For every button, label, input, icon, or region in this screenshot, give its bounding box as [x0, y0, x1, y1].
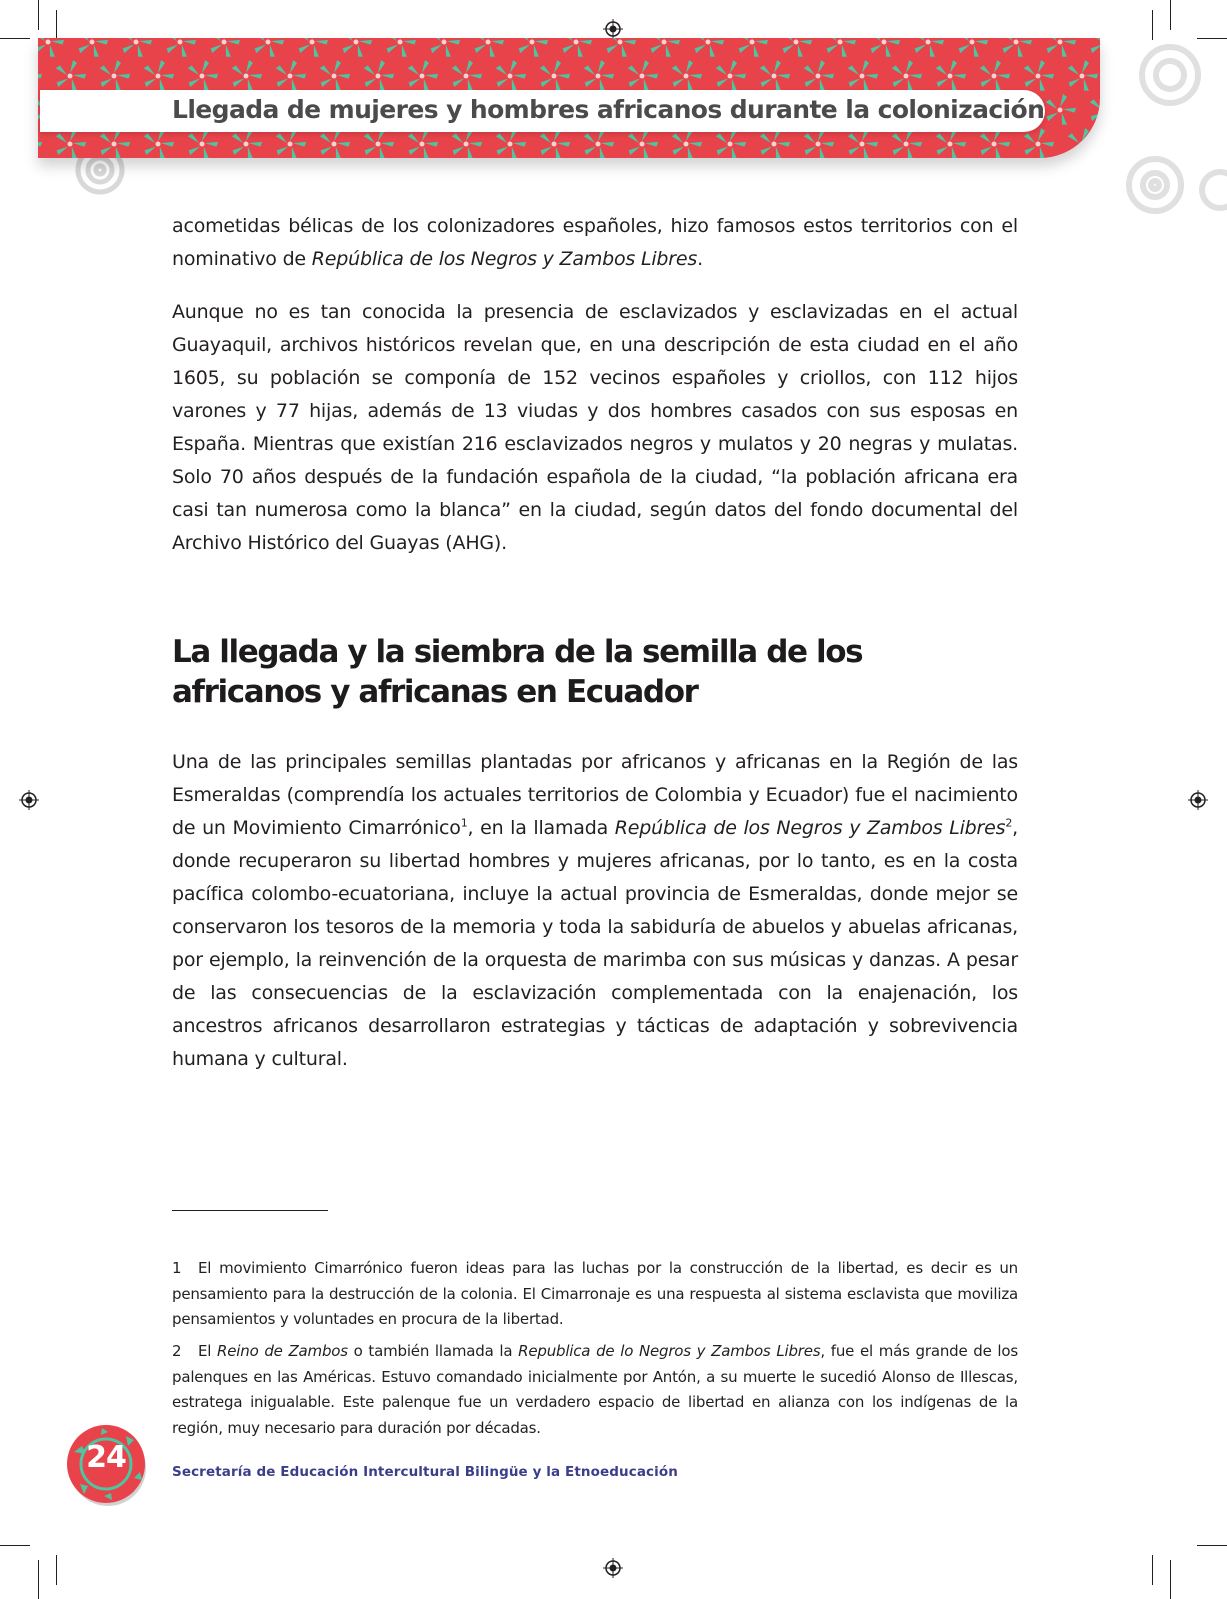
crop-mark	[1197, 38, 1227, 39]
crop-mark	[1152, 10, 1153, 40]
footnote-divider	[172, 1210, 328, 1211]
crop-mark	[1152, 1555, 1153, 1585]
crop-mark	[38, 0, 39, 30]
crop-mark	[0, 1545, 30, 1546]
paragraph-intro: acometidas bélicas de los colonizadores españoles, hizo famosos estos territorios con el nominativo de República de los Negros y Zambos Libres.	[172, 215, 1018, 270]
crop-mark	[56, 1555, 57, 1585]
registration-mark-icon	[603, 1558, 623, 1578]
crop-mark	[56, 10, 57, 40]
publisher-footer: Secretaría de Educación Intercultural Bilingüe y la Etnoeducación	[172, 1464, 678, 1480]
section-heading: La llegada y la siembra de la semilla de los africanos y africanas en Ecuador	[172, 634, 863, 710]
crop-mark	[38, 1560, 39, 1599]
footnote-2: 2 El Reino de Zambos o también llamada la Republica de lo Negros y Zambos Libres, fue el más grande de los palenques en las Américas. Estuvo comandado inicialmente por Antón, a su muerte le sucedió Alonso de Illescas, estratega inigualable. Este palenque fue un verdadero espacio de libertad en alianza con los indígenas de la región, muy necesario para duración por décadas.	[172, 1342, 1018, 1437]
crop-mark	[1170, 1560, 1171, 1599]
crop-mark	[0, 38, 30, 39]
page-header-title: Llegada de mujeres y hombres africanos durante la colonización	[172, 95, 1045, 124]
decorative-swirl-icon	[60, 150, 150, 220]
registration-mark-icon	[1188, 790, 1208, 810]
paragraph-guayaquil: Aunque no es tan conocida la presencia de esclavizados y esclavizadas en el actual Guayaquil, archivos históricos revelan que, en una descripción de esta ciudad en el año 1605, su población se componía de 152 vecinos españoles y criollos, con 112 hijos varones y 77 hijas, además de 13 viudas y dos hombres casados con sus esposas en España. Mientras que existían 216 esclavizados negros y mulatos y 20 negras y mulatas. Solo 70 años después de la fundación española de la ciudad, “la población africana era casi tan numerosa como la blanca” en la ciudad, según datos del fondo documental del Archivo Histórico del Guayas (AHG).	[172, 301, 1018, 554]
footnote-1: 1 El movimiento Cimarrónico fueron ideas para las luchas por la construcción de la libertad, es decir es un pensamiento para la destrucción de la colonia. El Cimarronaje es una respuesta al sistema esclavista que moviliza pensamientos y voluntades en procura de la libertad.	[172, 1259, 1018, 1328]
registration-mark-icon	[603, 19, 623, 39]
crop-mark	[1170, 0, 1171, 30]
decorative-swirl-icon	[1080, 40, 1227, 240]
registration-mark-icon	[19, 790, 39, 810]
paragraph-esmeraldas: Una de las principales semillas plantadas por africanos y africanas en la Región de las Esmeraldas (comprendía los actuales territorios de Colombia y Ecuador) fue el nacimiento de un Movimiento Cimarrónico$^1$, en la llamada República de los Negros y Zambos Libres$^2$, donde recuperaron su libertad hombres y mujeres africanas, por lo tanto, es en la costa pacífica colombo-ecuatoriana, incluye la actual provincia de Esmeraldas, donde mejor se conservaron los tesoros de la memoria y toda la sabiduría de abuelos y abuelas africanas, por ejemplo, la reinvención de la orquesta de marimba con sus músicas y danzas. A pesar de las consecuencias de la esclavización complementada con la enajenación, los ancestros africanos desarrollaron estrategias y tácticas de adaptación y sobrevivencia humana y cultural.	[172, 751, 1019, 1070]
page-number: 24	[86, 1440, 126, 1475]
crop-mark	[1197, 1545, 1227, 1546]
